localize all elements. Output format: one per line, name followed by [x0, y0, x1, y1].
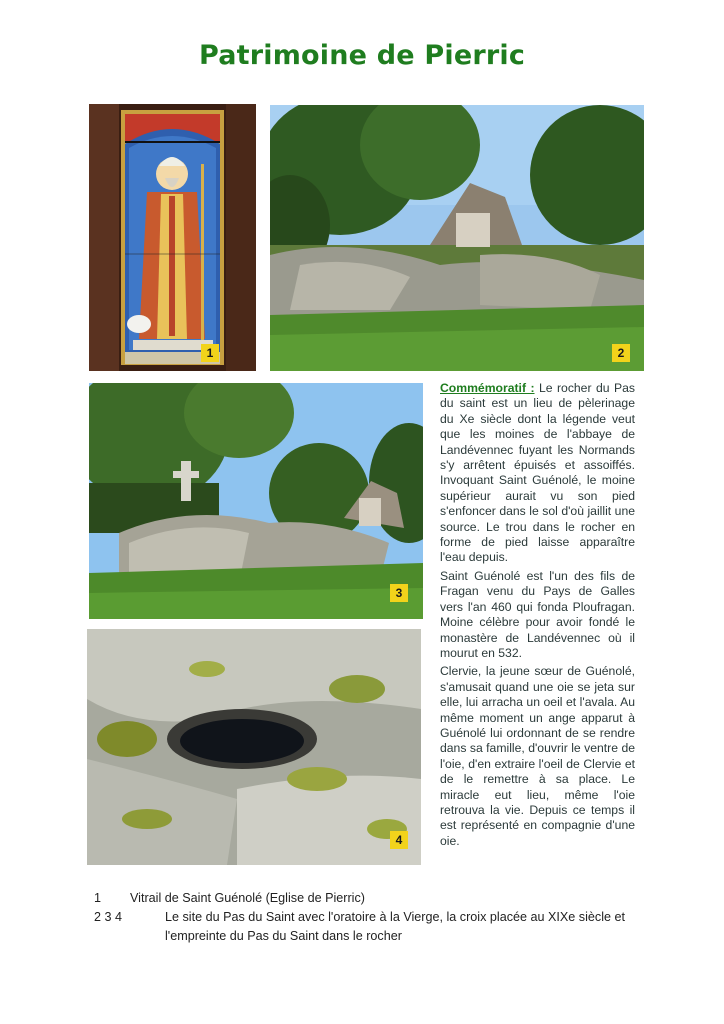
oratory-photo: [270, 105, 644, 371]
stained-glass-window-image: [89, 104, 256, 371]
caption-text: Le site du Pas du Saint avec l'oratoire à la Vierge, la croix placée au XIXe siècle et l'empreinte du Pas du Saint dans le rocher: [165, 910, 626, 943]
cross-photo: [89, 383, 423, 619]
rock-cross-image: [89, 383, 423, 619]
rock-oratory-image: [270, 105, 644, 371]
caption-number: 2 3 4: [94, 910, 123, 924]
caption-row: [94, 908, 654, 946]
article-text: [440, 381, 635, 852]
caption-number: 1: [94, 891, 102, 905]
photo-captions: [94, 889, 654, 946]
caption-text: Vitrail de Saint Guénolé (Eglise de Pierric): [130, 891, 365, 905]
paragraph-text: Le rocher du Pas du saint est un lieu de pèlerinage du Xe siècle dont la légende veut que les moines de l'abbaye de Landévennec fuyant les Normands s'y arrêtent épuisés et assoiffés. Invoquant Saint Guénolé, le moine supérieur aurait vu son pied s'enfoncer dans le sol d'où jaillit une source. Le trou dans le rocher en forme de pied laisse apparaître l'eau depuis.: [440, 381, 635, 565]
photo-number-badge: 4: [390, 831, 408, 849]
photo-number-badge: 2: [612, 344, 630, 362]
stained-glass-photo: [89, 104, 256, 371]
footprint-photo: [87, 629, 421, 865]
article-paragraph-3: Clervie, la jeune sœur de Guénolé, s'amusait quand une oie se jeta sur elle, lui arracha un oeil et l'avala. Au même moment un ange apparut à Guénolé lui ordonnant de se rendre dans sa famille, d'ouvrir le ventre de l'oie, d'en extraire l'oeil de Clervie et de le remettre à sa place. Le miracle eut lieu, même l'oie retrouva la vie. Depuis ce temps il est représenté en compagnie d'une oie.: [440, 664, 635, 848]
photo-number-badge: 3: [390, 584, 408, 602]
caption-row: [94, 889, 654, 908]
article-paragraph-2: Saint Guénolé est l'un des fils de Fragan venu du Pays de Galles vers l'an 460 qui fonda Ploufragan. Moine célèbre pour avoir fondé le monastère de Landévennec où il mourut en 532.: [440, 568, 635, 660]
lead-label: Commémoratif :: [440, 381, 535, 395]
photo-number-badge: 1: [201, 344, 219, 362]
footprint-pool-image: [87, 629, 421, 865]
article-paragraph-1: [440, 381, 635, 566]
page-title: Patrimoine de Pierric: [198, 40, 526, 71]
